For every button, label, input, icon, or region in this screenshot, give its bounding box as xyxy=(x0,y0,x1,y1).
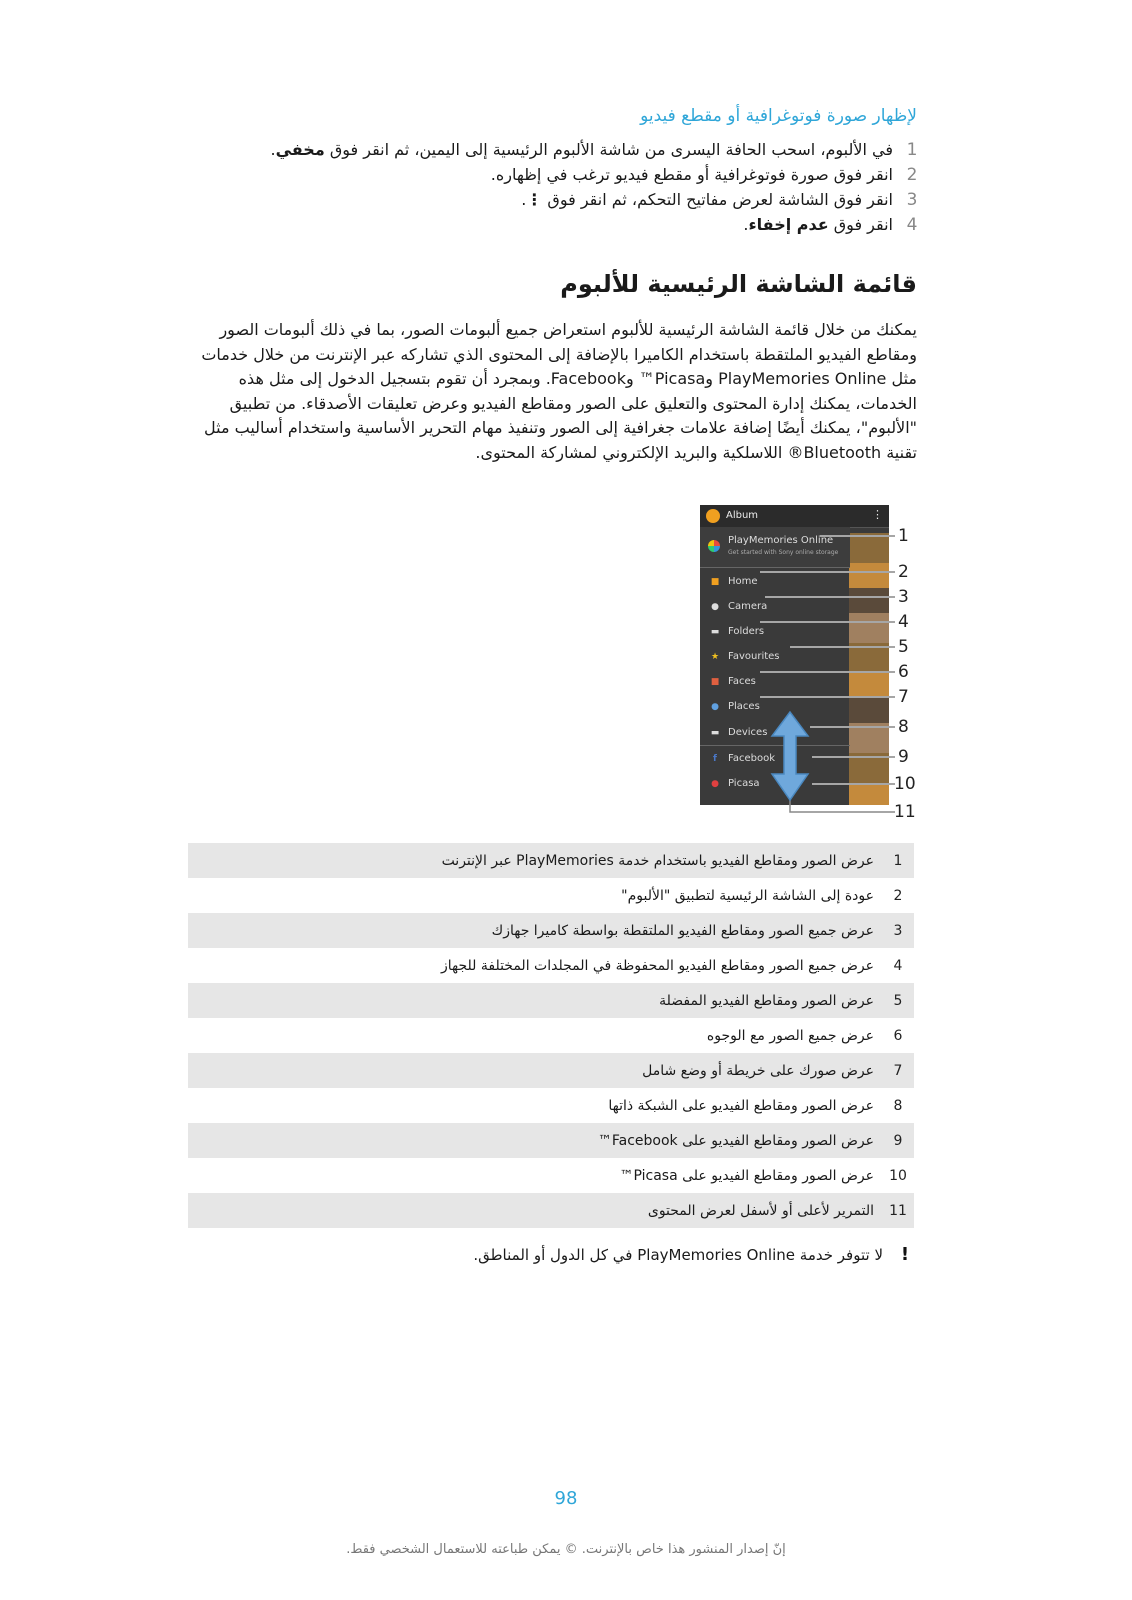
row-number: 6 xyxy=(893,1027,903,1044)
devices-icon: ▬ xyxy=(710,728,720,738)
step-number: 1 xyxy=(906,140,918,160)
menu-label: Folders xyxy=(728,626,765,637)
menu-label: Devices xyxy=(728,727,768,738)
callout-number: 3 xyxy=(898,587,909,607)
table-row xyxy=(188,1053,914,1088)
places-icon: ● xyxy=(711,702,719,712)
section-heading: لإظهار صورة فوتوغرافية أو مقطع فيديو xyxy=(640,106,917,126)
menu-label: Faces xyxy=(728,676,756,687)
row-number: 7 xyxy=(893,1062,903,1079)
note xyxy=(197,1244,917,1265)
callout-number: 7 xyxy=(898,687,909,707)
callout-number: 2 xyxy=(898,562,909,582)
callout-number: 1 xyxy=(898,526,909,546)
menu-label: Camera xyxy=(728,601,768,612)
row-number: 9 xyxy=(893,1132,903,1149)
row-number: 11 xyxy=(889,1202,907,1219)
row-text: عرض جميع الصور مع الوجوه xyxy=(706,1027,874,1044)
faces-icon: ■ xyxy=(710,677,720,687)
page-number: 98 xyxy=(554,1488,578,1509)
table-row xyxy=(188,1158,914,1193)
step-number: 4 xyxy=(906,215,918,235)
callout-number: 4 xyxy=(898,612,909,632)
facebook-icon: f xyxy=(713,754,717,764)
callout-number: 8 xyxy=(898,717,909,737)
step-text: في الألبوم، اسحب الحافة اليسرى من شاشة الألبوم الرئيسية إلى اليمين، ثم انقر فوق مخفي. xyxy=(270,140,893,159)
table-row xyxy=(188,1123,914,1158)
row-number: 3 xyxy=(893,922,903,939)
menu-label: Favourites xyxy=(728,651,780,662)
album-title: Album xyxy=(726,510,759,521)
home-icon: ■ xyxy=(710,577,720,587)
row-number: 4 xyxy=(893,957,903,974)
callout-number: 9 xyxy=(898,747,909,767)
row-text: عودة إلى الشاشة الرئيسية لتطبيق "الألبوم" xyxy=(621,887,874,904)
callout-number: 10 xyxy=(894,774,916,794)
row-text: عرض صورك على خريطة أو وضع شامل xyxy=(642,1062,874,1079)
table-row xyxy=(188,1088,914,1123)
exclamation-icon: ! xyxy=(900,1244,910,1265)
row-text: عرض جميع الصور ومقاطع الفيديو المحفوظة في المجلدات المختلفة للجهاز xyxy=(440,957,874,974)
row-number: 10 xyxy=(889,1167,907,1184)
playmemories-title: PlayMemories Online xyxy=(728,535,834,546)
footer-text: إنّ إصدار المنشور هذا خاص بالإنترنت. © يمكن طباعته للاستعمال الشخصي فقط. xyxy=(346,1542,786,1557)
camera-icon: ● xyxy=(711,602,719,612)
intro-paragraph: يمكنك من خلال قائمة الشاشة الرئيسية للألبوم استعراض جميع ألبومات الصور، بما في ذلك ألبومات الصور ومقاطع الفيديو الملتقطة باستخدام الكاميرا بالإضافة إلى المحتوى الذي تشاركه عبر الإنترنت من خلال خدمات مثل PlayMemories Online وPicasa™ وFacebook. وبمجرد أن تقوم بتسجيل الدخول إلى مثل هذه الخدمات، يمكنك إدارة المحتوى والتعليق على الصور ومقاطع الفيديو وعرض تعليقات الأصدقاء. من تطبيق "الألبوم"، يمكنك أيضًا إضافة علامات جغرافية إلى الصور وتنفيذ مهام التحرير الأساسية واستخدام أساليب مثل تقنية Bluetooth® اللاسلكية والبريد الإلكتروني لمشاركة المحتوى. xyxy=(201,320,917,462)
row-text: عرض الصور ومقاطع الفيديو المفضلة xyxy=(659,992,874,1009)
table-row xyxy=(188,1018,914,1053)
row-number: 5 xyxy=(893,992,903,1009)
row-text: عرض الصور ومقاطع الفيديو على الشبكة ذاتها xyxy=(608,1097,874,1114)
menu-label: Places xyxy=(728,701,760,712)
menu-label: Home xyxy=(728,576,758,587)
picasa-icon: ● xyxy=(711,779,719,789)
menu-label: Picasa xyxy=(728,778,760,789)
row-number: 8 xyxy=(893,1097,903,1114)
row-text: عرض الصور ومقاطع الفيديو باستخدام خدمة PlayMemories عبر الإنترنت xyxy=(441,852,874,869)
callout-number: 5 xyxy=(898,637,909,657)
row-text: التمرير لأعلى أو لأسفل لعرض المحتوى xyxy=(647,1202,874,1219)
row-number: 1 xyxy=(893,852,903,869)
step-text: انقر فوق الشاشة لعرض مفاتيح التحكم، ثم انقر فوق ⋮. xyxy=(521,190,893,209)
callout-number: 6 xyxy=(898,662,909,682)
star-icon: ★ xyxy=(710,652,720,662)
step-text: انقر فوق صورة فوتوغرافية أو مقطع فيديو ترغب في إظهاره. xyxy=(490,165,893,184)
callout-number: 11 xyxy=(894,802,916,822)
table-row xyxy=(188,948,914,983)
row-text: عرض الصور ومقاطع الفيديو على Picasa™ xyxy=(619,1167,874,1184)
legend-table xyxy=(188,843,914,1228)
table-row xyxy=(188,913,914,948)
table-row xyxy=(188,1193,914,1228)
row-text: عرض الصور ومقاطع الفيديو على Facebook™ xyxy=(597,1132,874,1149)
table-row xyxy=(188,878,914,913)
step-text: انقر فوق عدم إخفاء. xyxy=(743,215,893,234)
step-number: 2 xyxy=(906,165,918,185)
table-row xyxy=(188,843,914,878)
overflow-menu-icon: ⋮ xyxy=(872,508,883,521)
row-number: 2 xyxy=(893,887,903,904)
note-text: لا تتوفر خدمة PlayMemories Online في كل الدول أو المناطق. xyxy=(473,1245,883,1264)
step-number: 3 xyxy=(906,190,918,210)
menu-label: Facebook xyxy=(728,753,775,764)
main-heading: قائمة الشاشة الرئيسية للألبوم xyxy=(560,270,917,298)
table-row xyxy=(188,983,914,1018)
playmemories-subtitle: Get started with Sony online storage xyxy=(728,549,839,556)
scroll-arrow-icon xyxy=(772,712,808,800)
folder-icon: ▬ xyxy=(710,627,720,637)
row-text: عرض جميع الصور ومقاطع الفيديو الملتقطة بواسطة كاميرا جهازك xyxy=(491,922,874,939)
